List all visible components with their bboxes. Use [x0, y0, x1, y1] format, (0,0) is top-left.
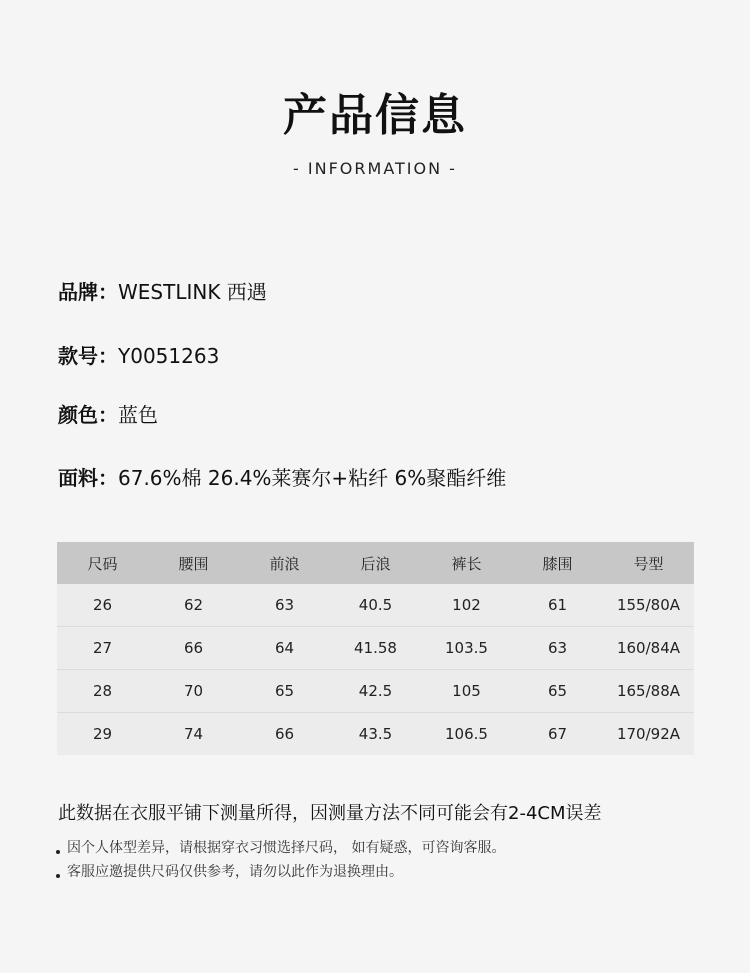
table-cell: 155/80A	[603, 584, 694, 627]
info-value: 蓝色	[118, 403, 158, 427]
table-cell: 74	[148, 713, 239, 756]
table-cell: 65	[239, 670, 330, 713]
table-cell: 102	[421, 584, 512, 627]
info-brand	[58, 278, 267, 306]
table-cell: 65	[512, 670, 603, 713]
table-cell: 40.5	[330, 584, 421, 627]
column-header-back-rise: 后浪	[330, 542, 421, 584]
table-cell: 66	[239, 713, 330, 756]
info-value: WESTLINK 西遇	[118, 280, 267, 304]
table-cell: 64	[239, 627, 330, 670]
info-style-number	[58, 342, 219, 370]
note-list	[54, 836, 505, 884]
table-cell: 165/88A	[603, 670, 694, 713]
table-cell: 170/92A	[603, 713, 694, 756]
table-row	[57, 713, 694, 756]
info-label: 颜色：	[58, 403, 118, 427]
column-header-length: 裤长	[421, 542, 512, 584]
list-item: 因个人体型差异，请根据穿衣习惯选择尺码， 如有疑惑，可咨询客服。	[54, 836, 505, 860]
info-color	[58, 401, 158, 429]
column-header-fit-code: 号型	[603, 542, 694, 584]
table-cell: 61	[512, 584, 603, 627]
column-header-waist: 腰围	[148, 542, 239, 584]
table-cell: 28	[57, 670, 148, 713]
page-subtitle: - INFORMATION -	[293, 159, 457, 178]
table-cell: 63	[239, 584, 330, 627]
table-header-row	[57, 542, 694, 584]
info-fabric	[58, 464, 506, 492]
info-value: Y0051263	[118, 344, 220, 368]
table-cell: 41.58	[330, 627, 421, 670]
table-row	[57, 584, 694, 627]
table-cell: 160/84A	[603, 627, 694, 670]
info-value: 67.6%棉 26.4%莱赛尔+粘纤 6%聚酯纤维	[118, 466, 507, 490]
table-cell: 42.5	[330, 670, 421, 713]
table-row	[57, 670, 694, 713]
size-table	[57, 542, 694, 755]
info-label: 面料：	[58, 466, 118, 490]
table-cell: 26	[57, 584, 148, 627]
info-label: 品牌：	[58, 280, 118, 304]
table-cell: 27	[57, 627, 148, 670]
table-cell: 63	[512, 627, 603, 670]
table-cell: 103.5	[421, 627, 512, 670]
list-item: 客服应邀提供尺码仅供参考，请勿以此作为退换理由。	[54, 860, 505, 884]
table-cell: 29	[57, 713, 148, 756]
table-row	[57, 627, 694, 670]
column-header-knee: 膝围	[512, 542, 603, 584]
table-cell: 66	[148, 627, 239, 670]
info-label: 款号：	[58, 344, 118, 368]
measurement-note: 此数据在衣服平铺下测量所得，因测量方法不同可能会有2-4CM误差	[58, 803, 602, 824]
table-cell: 62	[148, 584, 239, 627]
table-cell: 67	[512, 713, 603, 756]
column-header-front-rise: 前浪	[239, 542, 330, 584]
table-cell: 43.5	[330, 713, 421, 756]
table-cell: 70	[148, 670, 239, 713]
table-cell: 106.5	[421, 713, 512, 756]
page-title: 产品信息	[283, 90, 467, 141]
table-cell: 105	[421, 670, 512, 713]
column-header-size: 尺码	[57, 542, 148, 584]
